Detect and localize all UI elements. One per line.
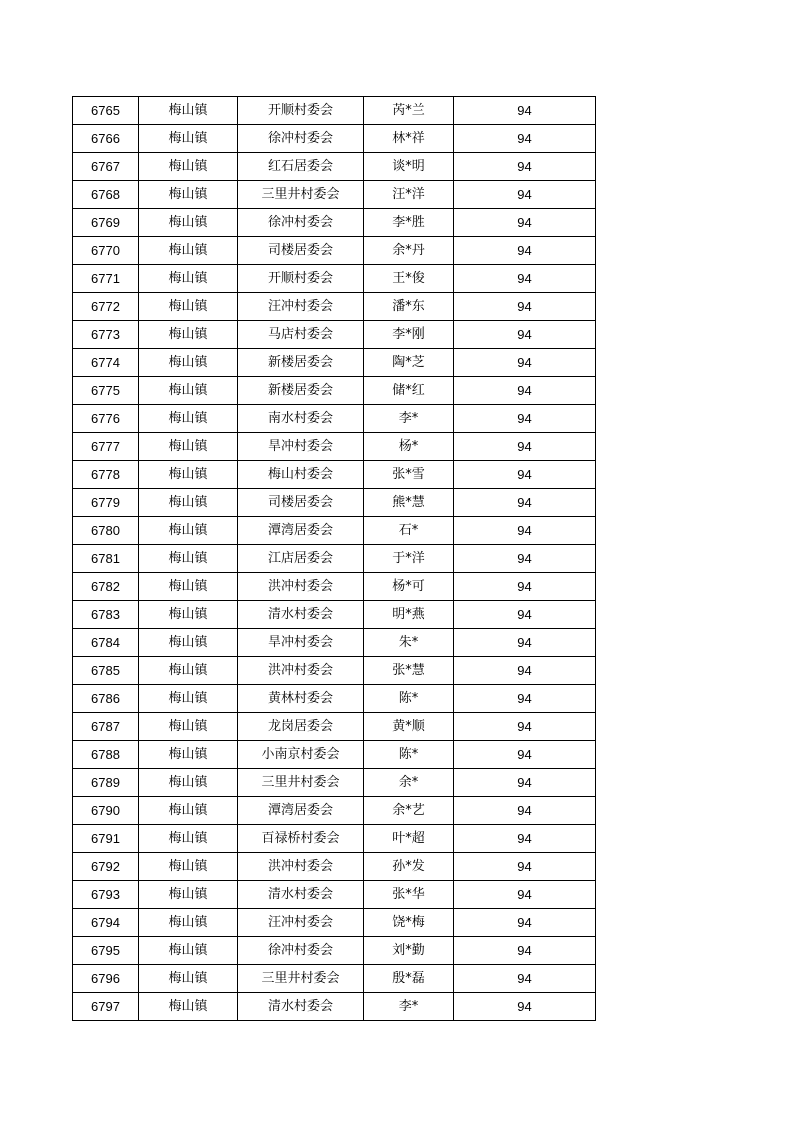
row-number-cell: 6784 xyxy=(73,629,139,657)
committee-cell: 洪冲村委会 xyxy=(238,657,364,685)
name-cell: 余*艺 xyxy=(364,797,454,825)
row-number-cell: 6768 xyxy=(73,181,139,209)
committee-cell: 清水村委会 xyxy=(238,601,364,629)
row-number-cell: 6776 xyxy=(73,405,139,433)
committee-cell: 司楼居委会 xyxy=(238,237,364,265)
town-cell: 梅山镇 xyxy=(139,153,238,181)
table-row xyxy=(73,685,596,713)
name-cell: 陶*芝 xyxy=(364,349,454,377)
row-number-cell: 6787 xyxy=(73,713,139,741)
score-cell: 94 xyxy=(454,601,596,629)
row-number-cell: 6781 xyxy=(73,545,139,573)
name-cell: 张*雪 xyxy=(364,461,454,489)
score-cell: 94 xyxy=(454,769,596,797)
town-cell: 梅山镇 xyxy=(139,601,238,629)
score-cell: 94 xyxy=(454,433,596,461)
table-row xyxy=(73,209,596,237)
town-cell: 梅山镇 xyxy=(139,993,238,1021)
town-cell: 梅山镇 xyxy=(139,265,238,293)
name-cell: 陈* xyxy=(364,685,454,713)
row-number-cell: 6790 xyxy=(73,797,139,825)
town-cell: 梅山镇 xyxy=(139,293,238,321)
row-number-cell: 6780 xyxy=(73,517,139,545)
score-cell: 94 xyxy=(454,797,596,825)
table-row xyxy=(73,853,596,881)
score-cell: 94 xyxy=(454,321,596,349)
committee-cell: 徐冲村委会 xyxy=(238,125,364,153)
town-cell: 梅山镇 xyxy=(139,685,238,713)
committee-cell: 江店居委会 xyxy=(238,545,364,573)
committee-cell: 新楼居委会 xyxy=(238,349,364,377)
row-number-cell: 6766 xyxy=(73,125,139,153)
row-number-cell: 6767 xyxy=(73,153,139,181)
score-cell: 94 xyxy=(454,825,596,853)
name-cell: 余*丹 xyxy=(364,237,454,265)
table-row xyxy=(73,909,596,937)
row-number-cell: 6793 xyxy=(73,881,139,909)
committee-cell: 洪冲村委会 xyxy=(238,853,364,881)
table-row xyxy=(73,517,596,545)
row-number-cell: 6771 xyxy=(73,265,139,293)
name-cell: 明*燕 xyxy=(364,601,454,629)
name-cell: 汪*洋 xyxy=(364,181,454,209)
committee-cell: 新楼居委会 xyxy=(238,377,364,405)
committee-cell: 司楼居委会 xyxy=(238,489,364,517)
table-row xyxy=(73,825,596,853)
score-cell: 94 xyxy=(454,685,596,713)
row-number-cell: 6773 xyxy=(73,321,139,349)
row-number-cell: 6777 xyxy=(73,433,139,461)
town-cell: 梅山镇 xyxy=(139,433,238,461)
score-cell: 94 xyxy=(454,97,596,125)
score-cell: 94 xyxy=(454,629,596,657)
town-cell: 梅山镇 xyxy=(139,937,238,965)
town-cell: 梅山镇 xyxy=(139,965,238,993)
table-row xyxy=(73,713,596,741)
row-number-cell: 6778 xyxy=(73,461,139,489)
table-row xyxy=(73,405,596,433)
town-cell: 梅山镇 xyxy=(139,545,238,573)
town-cell: 梅山镇 xyxy=(139,573,238,601)
table-row xyxy=(73,573,596,601)
table-row xyxy=(73,629,596,657)
table-row xyxy=(73,601,596,629)
town-cell: 梅山镇 xyxy=(139,125,238,153)
name-cell: 张*慧 xyxy=(364,657,454,685)
name-cell: 陈* xyxy=(364,741,454,769)
name-cell: 孙*发 xyxy=(364,853,454,881)
table-row xyxy=(73,545,596,573)
row-number-cell: 6788 xyxy=(73,741,139,769)
name-cell: 黄*顺 xyxy=(364,713,454,741)
committee-cell: 红石居委会 xyxy=(238,153,364,181)
score-cell: 94 xyxy=(454,853,596,881)
name-cell: 李* xyxy=(364,993,454,1021)
town-cell: 梅山镇 xyxy=(139,797,238,825)
town-cell: 梅山镇 xyxy=(139,853,238,881)
row-number-cell: 6782 xyxy=(73,573,139,601)
table-row xyxy=(73,965,596,993)
row-number-cell: 6769 xyxy=(73,209,139,237)
score-cell: 94 xyxy=(454,181,596,209)
committee-cell: 汪冲村委会 xyxy=(238,909,364,937)
table-row xyxy=(73,489,596,517)
row-number-cell: 6797 xyxy=(73,993,139,1021)
score-cell: 94 xyxy=(454,965,596,993)
name-cell: 李*胜 xyxy=(364,209,454,237)
table-row xyxy=(73,237,596,265)
table-row xyxy=(73,97,596,125)
table-row xyxy=(73,741,596,769)
town-cell: 梅山镇 xyxy=(139,489,238,517)
score-cell: 94 xyxy=(454,237,596,265)
table-row xyxy=(73,321,596,349)
committee-cell: 旱冲村委会 xyxy=(238,629,364,657)
table-row xyxy=(73,293,596,321)
name-cell: 林*祥 xyxy=(364,125,454,153)
name-cell: 谈*明 xyxy=(364,153,454,181)
row-number-cell: 6785 xyxy=(73,657,139,685)
name-cell: 石* xyxy=(364,517,454,545)
committee-cell: 黄林村委会 xyxy=(238,685,364,713)
table-row xyxy=(73,377,596,405)
score-cell: 94 xyxy=(454,405,596,433)
table-row xyxy=(73,881,596,909)
score-cell: 94 xyxy=(454,293,596,321)
town-cell: 梅山镇 xyxy=(139,461,238,489)
table-row xyxy=(73,349,596,377)
town-cell: 梅山镇 xyxy=(139,657,238,685)
town-cell: 梅山镇 xyxy=(139,517,238,545)
data-table xyxy=(72,96,596,1021)
row-number-cell: 6795 xyxy=(73,937,139,965)
committee-cell: 南水村委会 xyxy=(238,405,364,433)
town-cell: 梅山镇 xyxy=(139,629,238,657)
name-cell: 李*刚 xyxy=(364,321,454,349)
score-cell: 94 xyxy=(454,657,596,685)
row-number-cell: 6796 xyxy=(73,965,139,993)
name-cell: 杨* xyxy=(364,433,454,461)
score-cell: 94 xyxy=(454,125,596,153)
row-number-cell: 6791 xyxy=(73,825,139,853)
committee-cell: 马店村委会 xyxy=(238,321,364,349)
score-cell: 94 xyxy=(454,573,596,601)
town-cell: 梅山镇 xyxy=(139,237,238,265)
name-cell: 于*洋 xyxy=(364,545,454,573)
town-cell: 梅山镇 xyxy=(139,769,238,797)
name-cell: 殷*磊 xyxy=(364,965,454,993)
committee-cell: 汪冲村委会 xyxy=(238,293,364,321)
score-cell: 94 xyxy=(454,741,596,769)
name-cell: 杨*可 xyxy=(364,573,454,601)
town-cell: 梅山镇 xyxy=(139,377,238,405)
committee-cell: 梅山村委会 xyxy=(238,461,364,489)
table-row xyxy=(73,657,596,685)
score-cell: 94 xyxy=(454,461,596,489)
score-cell: 94 xyxy=(454,517,596,545)
row-number-cell: 6783 xyxy=(73,601,139,629)
score-cell: 94 xyxy=(454,209,596,237)
committee-cell: 三里井村委会 xyxy=(238,965,364,993)
committee-cell: 清水村委会 xyxy=(238,881,364,909)
row-number-cell: 6765 xyxy=(73,97,139,125)
score-cell: 94 xyxy=(454,265,596,293)
name-cell: 熊*慧 xyxy=(364,489,454,517)
name-cell: 刘*勤 xyxy=(364,937,454,965)
name-cell: 储*红 xyxy=(364,377,454,405)
row-number-cell: 6786 xyxy=(73,685,139,713)
table-row xyxy=(73,433,596,461)
table-row xyxy=(73,937,596,965)
table-row xyxy=(73,769,596,797)
committee-cell: 潭湾居委会 xyxy=(238,797,364,825)
name-cell: 朱* xyxy=(364,629,454,657)
row-number-cell: 6792 xyxy=(73,853,139,881)
score-cell: 94 xyxy=(454,545,596,573)
committee-cell: 潭湾居委会 xyxy=(238,517,364,545)
table-body xyxy=(73,97,596,1021)
name-cell: 王*俊 xyxy=(364,265,454,293)
town-cell: 梅山镇 xyxy=(139,713,238,741)
score-cell: 94 xyxy=(454,489,596,517)
town-cell: 梅山镇 xyxy=(139,97,238,125)
committee-cell: 开顺村委会 xyxy=(238,97,364,125)
town-cell: 梅山镇 xyxy=(139,741,238,769)
table-row xyxy=(73,993,596,1021)
name-cell: 李* xyxy=(364,405,454,433)
town-cell: 梅山镇 xyxy=(139,321,238,349)
committee-cell: 三里井村委会 xyxy=(238,769,364,797)
table-row xyxy=(73,153,596,181)
name-cell: 张*华 xyxy=(364,881,454,909)
name-cell: 叶*超 xyxy=(364,825,454,853)
score-cell: 94 xyxy=(454,937,596,965)
name-cell: 余* xyxy=(364,769,454,797)
table-row xyxy=(73,797,596,825)
committee-cell: 开顺村委会 xyxy=(238,265,364,293)
town-cell: 梅山镇 xyxy=(139,405,238,433)
row-number-cell: 6794 xyxy=(73,909,139,937)
committee-cell: 百禄桥村委会 xyxy=(238,825,364,853)
committee-cell: 龙岗居委会 xyxy=(238,713,364,741)
name-cell: 潘*东 xyxy=(364,293,454,321)
table-row xyxy=(73,181,596,209)
table-row xyxy=(73,461,596,489)
row-number-cell: 6774 xyxy=(73,349,139,377)
town-cell: 梅山镇 xyxy=(139,181,238,209)
committee-cell: 徐冲村委会 xyxy=(238,937,364,965)
town-cell: 梅山镇 xyxy=(139,825,238,853)
table-row xyxy=(73,125,596,153)
score-cell: 94 xyxy=(454,349,596,377)
table-row xyxy=(73,265,596,293)
row-number-cell: 6775 xyxy=(73,377,139,405)
town-cell: 梅山镇 xyxy=(139,881,238,909)
name-cell: 芮*兰 xyxy=(364,97,454,125)
committee-cell: 三里井村委会 xyxy=(238,181,364,209)
score-cell: 94 xyxy=(454,713,596,741)
row-number-cell: 6772 xyxy=(73,293,139,321)
score-cell: 94 xyxy=(454,993,596,1021)
town-cell: 梅山镇 xyxy=(139,909,238,937)
score-cell: 94 xyxy=(454,153,596,181)
row-number-cell: 6779 xyxy=(73,489,139,517)
town-cell: 梅山镇 xyxy=(139,209,238,237)
row-number-cell: 6770 xyxy=(73,237,139,265)
town-cell: 梅山镇 xyxy=(139,349,238,377)
committee-cell: 洪冲村委会 xyxy=(238,573,364,601)
score-cell: 94 xyxy=(454,909,596,937)
committee-cell: 旱冲村委会 xyxy=(238,433,364,461)
score-cell: 94 xyxy=(454,377,596,405)
row-number-cell: 6789 xyxy=(73,769,139,797)
committee-cell: 清水村委会 xyxy=(238,993,364,1021)
committee-cell: 徐冲村委会 xyxy=(238,209,364,237)
name-cell: 饶*梅 xyxy=(364,909,454,937)
score-cell: 94 xyxy=(454,881,596,909)
committee-cell: 小南京村委会 xyxy=(238,741,364,769)
